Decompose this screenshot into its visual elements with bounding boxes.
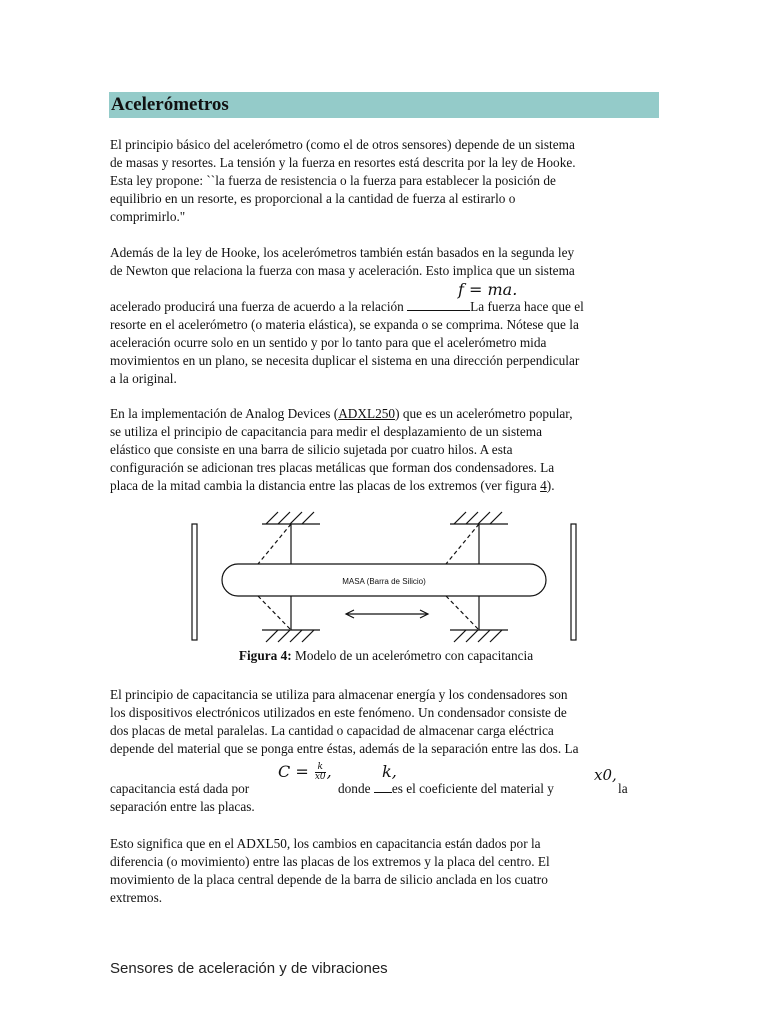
text-line: equilibrio en un resorte, es proporcional a la cantidad de fuerza al estirarlo o — [110, 191, 516, 206]
text-line: Esto significa que en el ADXL50, los cambios en capacitancia están dados por la — [110, 836, 541, 851]
formula-blank — [374, 780, 392, 793]
text-line — [110, 780, 662, 798]
text-fragment: acelerado producirá una fuerza de acuerdo a la relación — [110, 299, 408, 314]
text-line: aceleración ocurre solo en un sentido y por lo tanto para que el acelerómetro mida — [110, 335, 547, 350]
text-fragment-coef: es el coeficiente del material y — [391, 781, 554, 796]
caption-label: Figura 4: — [238, 648, 292, 663]
right-plate — [571, 524, 576, 640]
text-fragment — [338, 780, 554, 798]
text-line — [110, 405, 662, 423]
text-line: comprimirlo." — [110, 209, 186, 224]
paragraph-adxl50 — [110, 835, 662, 907]
paragraph-capacitance-formula — [110, 780, 662, 816]
formula-x0: x0, — [594, 766, 617, 784]
text-fragment: ). — [546, 478, 555, 493]
text-line: diferencia (o movimiento) entre las placas de los extremos y la placa del centro. El — [110, 854, 550, 869]
mass-label: MASA (Barra de Silicio) — [342, 577, 426, 586]
text-line: movimiento de la placa central depende de la barra de silicio anclada en los cuatro — [110, 872, 548, 887]
text-line — [110, 298, 662, 316]
section-title-bar — [109, 92, 659, 118]
text-line: extremos. — [110, 890, 163, 905]
section-title: Acelerómetros — [111, 94, 229, 115]
text-line: Esta ley propone: ``la fuerza de resistencia o la fuerza para establecer la posición de — [110, 173, 556, 188]
text-line: El principio de capacitancia se utiliza para almacenar energía y los condensadores son — [110, 687, 568, 702]
text-line — [110, 477, 662, 495]
formula-k: k, — [382, 762, 397, 781]
text-line: dos placas de metal paralelas. La cantidad o capacidad de almacenar carga eléctrica — [110, 723, 554, 738]
text-line: elástico que consiste en una barra de silicio sujetada por cuatro hilos. A esta — [110, 442, 513, 457]
caption-text: Modelo de un acelerómetro con capacitancia — [291, 648, 534, 663]
text-fragment: placa de la mitad cambia la distancia entre las placas de los extremos (ver figura — [110, 478, 541, 493]
figure-caption — [110, 648, 662, 664]
formula-blank — [407, 298, 470, 311]
accelerometer-diagram — [186, 508, 582, 644]
paragraph-hooke — [110, 136, 662, 226]
text-line: de masas y resortes. La tensión y la fuerza en resortes está descrita por la ley de Hooke. — [110, 155, 576, 170]
text-fragment-donde: donde — [338, 781, 374, 796]
text-line: Además de la ley de Hooke, los acelerómetros también están basados en la segunda ley — [110, 245, 575, 260]
text-fragment: la — [618, 781, 628, 796]
formula-capacitance — [278, 762, 332, 782]
left-plate — [192, 524, 197, 640]
text-line: de Newton que relaciona la fuerza con masa y aceleración. Esto implica que un sistema — [110, 263, 575, 278]
text-line: separación entre las placas. — [110, 799, 255, 814]
text-line: depende del material que se ponga entre éstas, además de la separación entre las dos. La — [110, 741, 579, 756]
adxl250-link[interactable]: ADXL250 — [338, 406, 396, 421]
page-footer: Sensores de aceleración y de vibraciones — [110, 960, 388, 977]
paragraph-newton-cont — [110, 298, 662, 388]
paragraph-adxl — [110, 405, 662, 495]
fraction-denominator: x0 — [314, 772, 326, 782]
formula-c-eq: C = — [278, 762, 309, 781]
text-line: los dispositivos electrónicos utilizados en este fenómeno. Un condensador consiste de — [110, 705, 567, 720]
text-line: configuración se adicionan tres placas metálicas que forman dos condensadores. La — [110, 460, 555, 475]
formula-comma: , — [326, 762, 332, 781]
text-line: El principio básico del acelerómetro (como el de otros sensores) depende de un sistema — [110, 137, 575, 152]
text-fragment: En la implementación de Analog Devices ( — [110, 406, 339, 421]
text-fragment: La fuerza hace que el — [470, 299, 584, 314]
figure-4-link[interactable]: 4 — [540, 478, 547, 493]
paragraph-capacitance — [110, 686, 662, 758]
fraction-numerator: k — [315, 763, 326, 773]
text-line: a la original. — [110, 371, 177, 386]
text-line: resorte en el acelerómetro (o materia elástica), se expanda o se comprima. Nótese que la — [110, 317, 579, 332]
text-line: movimientos en un plano, se necesita duplicar el sistema en una dirección perpendicular — [110, 353, 580, 368]
text-fragment: capacitancia está dada por — [110, 781, 250, 796]
text-line: se utiliza el principio de capacitancia para medir el desplazamiento de un sistema — [110, 424, 542, 439]
paragraph-newton — [110, 244, 662, 280]
formula-newton: f = ma. — [458, 280, 518, 299]
text-fragment: ) que es un acelerómetro popular, — [395, 406, 573, 421]
